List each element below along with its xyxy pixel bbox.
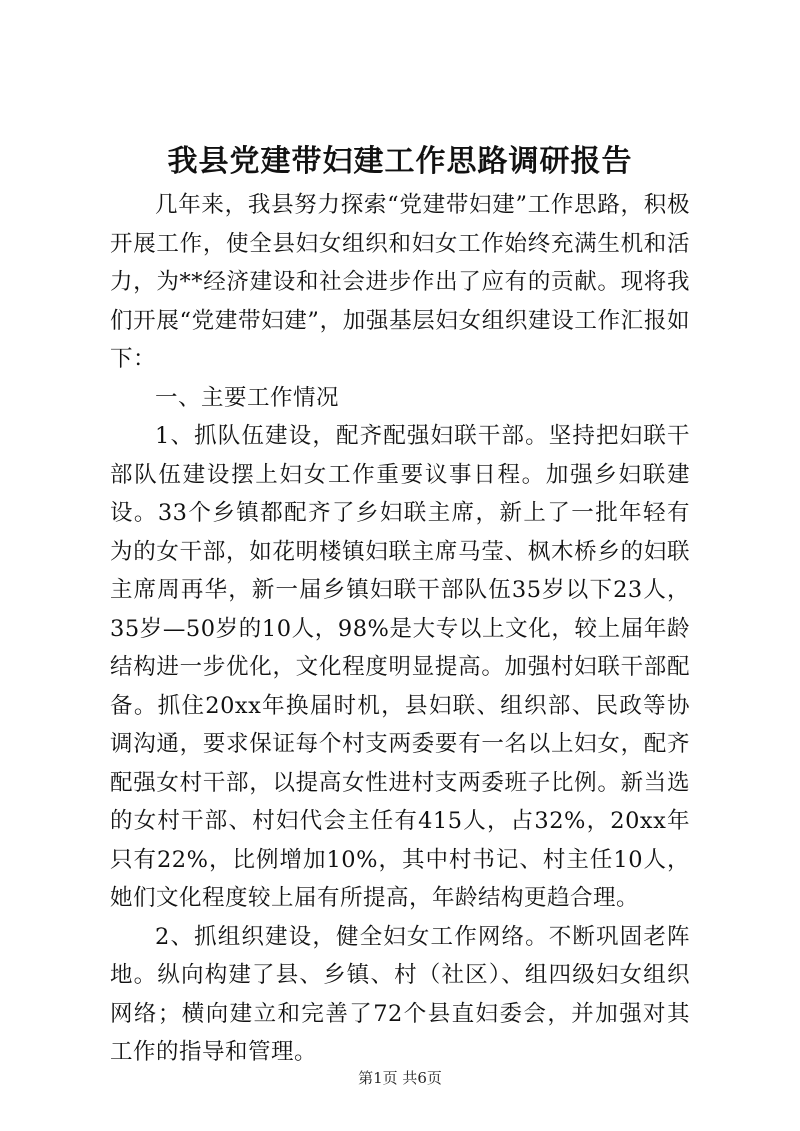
paragraph-organization-building: 2、抓组织建设，健全妇女工作网络。不断巩固老阵地。纵向构建了县、乡镇、村（社区）、组四级妇女组织网络；横向建立和完善了72个县直妇委会，并加强对其工作的指导和管理。 [110, 923, 690, 1065]
document-body [110, 186, 690, 1072]
paragraph-intro: 几年来，我县努力探索“党建带妇建”工作思路，积极开展工作，使全县妇女组织和妇女工作始终充满生机和活力，为**经济建设和社会进步作出了应有的贡献。现将我们开展“党建带妇建”，加强基层妇女组织建设工作汇报如下： [110, 192, 690, 372]
page-number: 第1页 共6页 [358, 1069, 442, 1087]
document-title: 我县党建带妇建工作思路调研报告 [167, 144, 633, 179]
section-heading: 一、主要工作情况 [155, 384, 340, 411]
paragraph-team-building: 1、抓队伍建设，配齐配强妇联干部。坚持把妇联干部队伍建设摆上妇女工作重要议事日程。加强乡妇联建设。33个乡镇都配齐了乡妇联主席，新上了一批年轻有为的女干部，如花明楼镇妇联主席马莹、枫木桥乡的妇联主席周再华，新一届乡镇妇联干部队伍35岁以下23人，35岁—50岁的10人，98%是大专以上文化，较上届年龄结构进一步优化，文化程度明显提高。加强村妇联干部配备。抓住20xx年换届时机，县妇联、组织部、民政等协调沟通，要求保证每个村支两委要有一名以上妇女，配齐配强女村干部，以提高女性进村支两委班子比例。新当选的女村干部、村妇代会主任有415人，占32%，20xx年只有22%，比例增加10%，其中村书记、村主任10人，她们文化程度较上届有所提高，年龄结构更趋合理。 [110, 423, 690, 911]
